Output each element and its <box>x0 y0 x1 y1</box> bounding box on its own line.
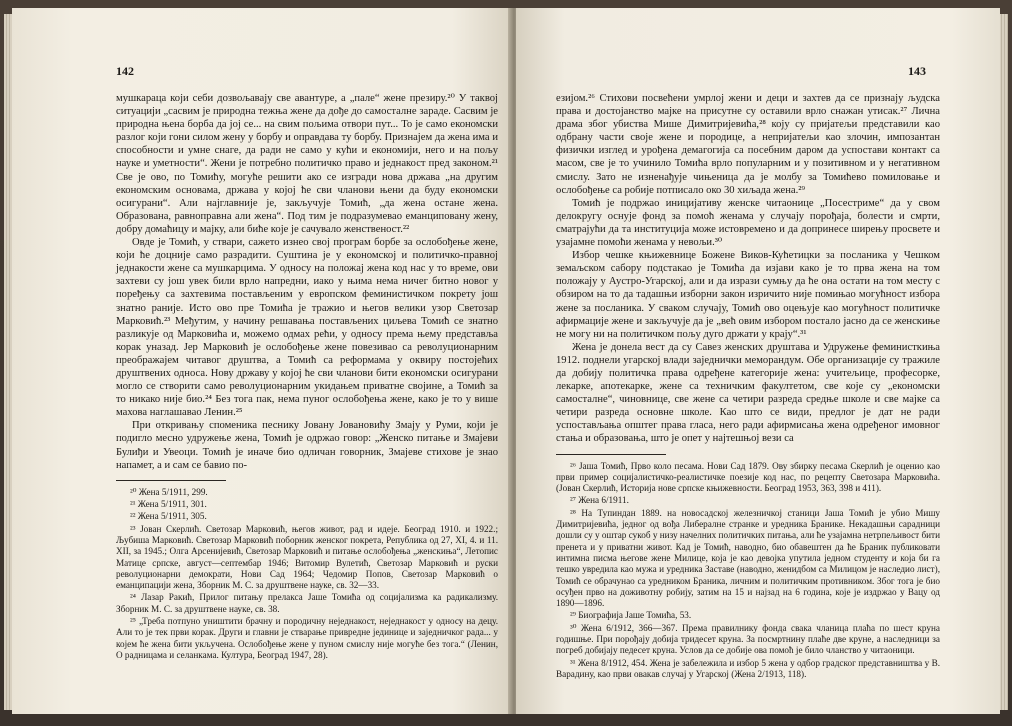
right-page-number: 143 <box>908 64 926 78</box>
footnote: ²⁶ Јаша Томић, Прво коло песама. Нови Сад 1879. Ову збирку песама Скерлић је оценио као први пример социјалистичко-реалистичке поезије код нас, по рецепту Светозара Марковића. (Јован Скерлић, Историја нове српске књижевности. Београд 1953, 363, 398 и 411). <box>556 460 940 494</box>
paragraph: Избор чешке књижевнице Божене Виков-Кућетицки за посланика у Чешком земаљском сабору подстакао је Томића да изјави како је то прва жена на том положају у Аустро-Угарској, али и да изрази сумњу да ће она остати на том месту с обзиром на то да тадашњи изборни закон изричито није помињао могућност избора жене за посланика. У сваком случају, Томић ово оцењује као могућност политичке афирмације жене и закључује да је „већ овим избором постало јасно да се женскиње не могу ни на политичком пољу дуго држати у крају“.³¹ <box>556 250 940 340</box>
footnote-rule <box>556 454 666 455</box>
left-page <box>12 8 512 714</box>
footnote-rule <box>116 480 226 481</box>
right-page-body <box>556 92 940 681</box>
footnote: ²⁹ Биографија Јаше Томића, 53. <box>570 610 692 621</box>
left-page-number: 142 <box>116 64 134 78</box>
paragraph: Жена је донела вест да су Савез женских друштава и Удружење феминисткиња 1912. поднели угарској влади заједнички меморандум. Обе организације су тражиле да добију политичка права одређене категорије жена: учитељице, професорке, лекарке, апотекарке, жене са техничким факултетом, све које су „економски самосталне“, чиновнице, све жене са четири разреда средње школе и све мајке са четири разреда основне школе. Као што се види, предлог је дат не ради успостављања општег права гласа, него ради афирмисања жена одређеног имовног стања и образовања, што је опет у најтешњој вези са <box>556 341 940 445</box>
footnote: ²⁰ Жена 5/1911, 299. <box>130 486 208 497</box>
footnote: ²² Жена 5/1911, 305. <box>130 511 207 522</box>
right-page <box>516 8 1000 714</box>
footnote: ²³ Јован Скерлић. Светозар Марковић, његов живот, рад и идеје. Београд 1910. и 1922.; Љубиша Марковић. Светозар Марковић поборник женског покрета, Република од 27, XI, 4. и 11. XII, за 1945.; Олга Арсенијевић, Светозар Марковић и питање ослобођења „женскиња“, Летопис Матице српске, август—септембар 1946; Витомир Вулетић, Светозар Марковић и руски револуционарни демократи, Нови Сад 1964; Чедомир Попов, Светозар Марковић о еманципацији жена, Зборник М. С. за друштвене науке, св. 32—33. <box>116 523 498 591</box>
footnote: ³¹ Жена 8/1912, 454. Жена је забележила и избор 5 жена у одбор градског представништва у В. Варадину, као први овакав случај у Угарској (Жена 2/1913, 118). <box>556 657 940 679</box>
paragraph: Томић је подржао иницијативу женске читаонице „Посестриме“ да у свом делокругу оснује фонд за помоћ женама у случају порођаја, болести и смрти, сматрајући да та институција може истовремено и да допринесе ширењу просвете и узајамне помоћи женама у невољи.³⁰ <box>556 197 940 249</box>
left-page-body <box>116 92 498 662</box>
footnote: ²⁷ Жена 6/1911. <box>570 495 629 506</box>
footnote: ²⁸ На Тупиндан 1889. на новосадској железничкој станици Јаша Томић је убио Мишу Димитријевића, једног од вођа Либералне странке и уредника Бранике. Некадашњи сарадници дошли су у оштар сукоб у низу начелних политичких питања, али ће узајамна нетрпељивост бити пренета и у приватни живот. Кад је Томић, наводно, био обавештен да ће Браник публиковати интимна писма његове жене Милице, која је као девојка упутила једном студенту и која би га тешко увредила као мужа и уредника Заставе (наводно, женидбом са Милицом је наследио лист), Томић се обрачунао са уредником Браника, личним и политичким противником. Због тога је био осуђен прво на доживотну робију, затим на 15 и најзад на 6 година, које је издржао у Вацу од 1890—1896. <box>556 507 940 609</box>
footnote: ³⁰ Жена 6/1912, 366—367. Према правилнику фонда свака чланица плаћа по шест круна годишње. При порођају добија тридесет круна. За посмртнину плаће две круне, а наследници за погреб добијају педесет круна. Услов да се добије ова помоћ је било чланство у читаоници. <box>556 622 940 656</box>
left-footnotes <box>116 487 498 661</box>
footnote: ²⁵ „Треба потпуно уништити брачну и породичну неједнакост, неједнакост у односу на децу. Али то је тек први корак. Други и главни је стварање привредне јединице и заједничког рада... у којем ће жена бити укључена. Ослобођење жене у пуном смислу није могуће без тога.“ (Ленин, О радницама и селанкама. Култура, Београд 1947, 28). <box>116 615 498 660</box>
paragraph: езијом.²⁶ Стихови посвећени умрлој жени и деци и захтев да се признају људска права и достојанство мајке на присутне су оставили врло снажан утисак.²⁷ Лична драма због убиства Мише Димитријевића,²⁸ коју су пријатељи представили као одбрану части своје жене и породице, а непријатељи као злочин, импозантан физички изглед и урођена демагогија са посебним даром да успостави контакт са масом, све је то учинило Томића врло популарним и у позитивном и у негативном смислу. Зато не изненађује чињеница да је молбу за Томићево помиловање и ослобођење са робије потписало око 30 хиљада жена.²⁹ <box>556 93 940 196</box>
right-footnotes <box>556 461 940 681</box>
paragraph: Овде је Томић, у ствари, сажето изнео свој програм борбе за ослобођење жене, који ће доцније само разрадити. Суштина је у економској и политичко-правној једнакости жене са мушкарцима. У односу на положај жена код нас у то време, ови захтеви су још увек били врло напредни, иако у њима нема ничег битно новог у поређењу са захтевима постављеним у европском феминистичком покрету још знатно раније. Исто ово пре Томића је тражио и његов велики узор Светозар Марковић.²³ Међутим, у начину решавања постављених циљева Томић се знатно разликује од Марковића и, можемо одмах рећи, у односу према њему представља корак уназад. Јер Марковић је ослобођење жене повезивао са револуционарним преображајем читавог друштва, а Томић са реформама у оквиру постојећих друштвених односа. Нову државу у којој ће сви чланови бити економски осигурани могло се створити само револуционарним укидањем приватне својине, а Томић за то никако није био.²⁴ Без тога пак, нема пуног ослобођења жене, како је то у више махова наглашавао Ленин.²⁵ <box>116 237 498 419</box>
paragraph: мушкараца који себи дозвољавају све авантуре, а „пале“ жене презиру.²⁰ У таквој ситуацији „сасвим је природна тежња жене да дође до самосталне зараде. Сасвим је природна њена борба да јој се... на свим пољима отвори пут... То је само економски разлог који гони силом жену у борбу и оправдава ту борбу. Признајем да жена има и способности и умне снаге, да ради не само у кући и економији, него и на пољу науке и уметности“. Жени је потребно политичко право и једнакост пред законом.²¹ Све је ово, по Томићу, могуће решити ако се изгради нова држава „на другим економским основама, држава у којој ће сви чланови њени да буду економски осигурани“. Али најглавније је, закључује Томић, „да жена остане жена. Образована, равноправна али жена“. Под тим је подразумевао еманциповану жену, добру домаћицу и мајку, али биће које је сачувало женственост.²² <box>116 93 498 235</box>
paragraph: При откривању споменика песнику Јовану Јовановићу Змају у Руми, који је подигло месно удружење жена, Томић је одржао говор: „Женско питање и Змајеви Булиђи и Увеоци. Томић је иначе био одличан говорник, Змајеве стихове је знао напамет, а и сам се бавио по- <box>116 420 498 471</box>
footnote: ²¹ Жена 5/1911, 301. <box>130 499 207 510</box>
footnote: ²⁴ Лазар Ракић, Прилог питању прелакса Јаше Томића од социјализма ка радикализму. Зборник М. С. за друштвене науке, св. 38. <box>116 592 498 614</box>
